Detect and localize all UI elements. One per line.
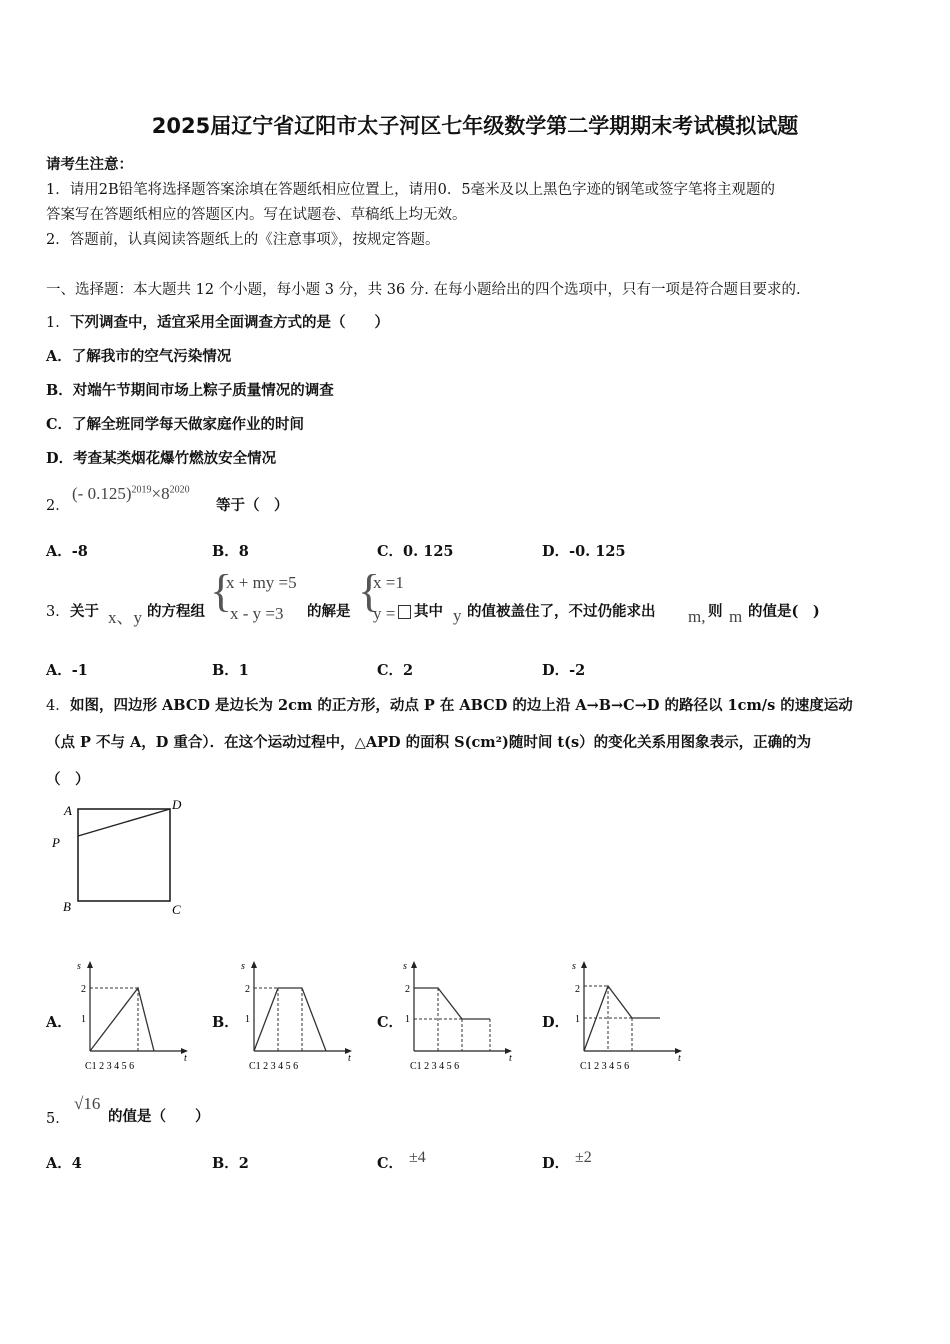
y-tick-2: 2 bbox=[575, 984, 580, 995]
y-tick-2: 2 bbox=[405, 984, 410, 995]
graph-option-c bbox=[400, 955, 525, 1075]
q3-text-1: 关于 bbox=[70, 603, 99, 620]
label-c: C bbox=[172, 902, 181, 917]
q3-number: 3． bbox=[46, 604, 70, 620]
x-ticks: C1 2 3 4 5 6 bbox=[580, 1061, 630, 1072]
y-arrow bbox=[87, 961, 93, 968]
x-label: t bbox=[678, 1053, 681, 1064]
y-label: s bbox=[572, 961, 576, 972]
q4-option-a-label: A． bbox=[46, 1014, 72, 1031]
q3-sol1: x =1 bbox=[373, 573, 404, 592]
graph-option-d bbox=[568, 955, 693, 1075]
label-b: B bbox=[63, 899, 71, 914]
q3-var-xy: x、y bbox=[108, 608, 142, 627]
label-d: D bbox=[172, 797, 182, 812]
q1-number: 1． bbox=[46, 315, 70, 331]
q5-stem: 的值是（ ） bbox=[108, 1108, 210, 1125]
q3-sol2: y = bbox=[373, 604, 396, 623]
x-ticks: C1 2 3 4 5 6 bbox=[410, 1061, 460, 1072]
x-ticks: C1 2 3 4 5 6 bbox=[249, 1061, 299, 1072]
q4-line3: （ ） bbox=[46, 771, 90, 788]
y-tick-1: 1 bbox=[405, 1014, 410, 1025]
q2-exponent-2: 2020 bbox=[169, 484, 190, 496]
notice-line1-cont: 答案写在答题纸相应的答题区内。写在试题卷、草稿纸上均无效。 bbox=[46, 207, 467, 223]
y-label: s bbox=[77, 961, 81, 972]
covered-value-box bbox=[398, 605, 411, 619]
q3-option-d: D．-2 bbox=[542, 662, 586, 679]
q2-times: ×8 bbox=[151, 484, 170, 503]
notice-line1: 1．请用2B铅笔将选择题答案涂填在答题纸相应位置上，请用0．5毫米及以上黑色字迹的钢笔或签字笔将主观题的 bbox=[46, 182, 776, 198]
q5-option-d-value: ±2 bbox=[575, 1149, 592, 1166]
segment-pd bbox=[78, 809, 170, 836]
q3-eq2: x - y =3 bbox=[230, 604, 284, 623]
q2-exponent-1: 2019 bbox=[131, 484, 152, 496]
section-heading: 一、选择题：本大题共 12 个小题，每小题 3 分，共 36 分. 在每小题给出的四个选项中，只有一项是符合题目要求的. bbox=[46, 282, 801, 298]
q2-tail: 等于（ ） bbox=[216, 497, 289, 514]
q2-base: (- 0.125) bbox=[72, 484, 132, 503]
x-label: t bbox=[509, 1053, 512, 1064]
graph-line bbox=[414, 988, 490, 1019]
q1-option-a: A．了解我市的空气污染情况 bbox=[46, 348, 232, 365]
q4-option-c-label: C． bbox=[377, 1014, 404, 1031]
square-figure bbox=[46, 795, 206, 920]
q1-stem: 下列调查中，适宜采用全面调查方式的是（ ） bbox=[70, 314, 389, 331]
q3-option-a: A．-1 bbox=[46, 662, 88, 679]
graph-line bbox=[90, 988, 154, 1051]
q3-brace-1: { bbox=[210, 565, 233, 616]
q2-option-d: D．-0. 125 bbox=[542, 543, 626, 560]
graph-option-b bbox=[236, 955, 361, 1075]
notice-heading: 请考生注意： bbox=[46, 156, 133, 173]
q3-option-c: C．2 bbox=[377, 662, 414, 679]
q3-text-5: 的值被盖住了，不过仍能求出 bbox=[467, 603, 656, 620]
label-a: A bbox=[64, 803, 72, 818]
y-tick-1: 1 bbox=[575, 1014, 580, 1025]
q4-option-d-label: D． bbox=[542, 1014, 570, 1031]
q2-number: 2． bbox=[46, 498, 70, 514]
page-title: 2025届辽宁省辽阳市太子河区七年级数学第二学期期末考试模拟试题 bbox=[151, 114, 799, 138]
y-arrow bbox=[251, 961, 257, 968]
y-label: s bbox=[403, 961, 407, 972]
q1-option-c: C．了解全班同学每天做家庭作业的时间 bbox=[46, 416, 305, 433]
q4-number: 4． bbox=[46, 698, 70, 714]
q2-option-b: B．8 bbox=[212, 543, 249, 560]
label-p: P bbox=[52, 835, 60, 850]
y-tick-2: 2 bbox=[81, 984, 86, 995]
q1-option-b: B．对端午节期间市场上粽子质量情况的调查 bbox=[46, 382, 334, 399]
q5-option-b: B．2 bbox=[212, 1155, 249, 1172]
q5-radical: √16 bbox=[74, 1094, 101, 1113]
q3-var-m-2: m bbox=[729, 607, 743, 626]
q3-text-3: 的解是 bbox=[307, 603, 351, 620]
y-label: s bbox=[241, 961, 245, 972]
q4-option-b-label: B． bbox=[212, 1014, 239, 1031]
q3-text-7: 的值是( ) bbox=[748, 603, 820, 620]
q5-option-c-value: ±4 bbox=[409, 1149, 426, 1166]
y-arrow bbox=[581, 961, 587, 968]
y-tick-1: 1 bbox=[81, 1014, 86, 1025]
q3-option-b: B．1 bbox=[212, 662, 249, 679]
q3-text-6: 则 bbox=[708, 603, 723, 620]
q5-option-d-label: D． bbox=[542, 1155, 570, 1172]
q1-option-d: D．考查某类烟花爆竹燃放安全情况 bbox=[46, 450, 277, 467]
q3-text-4: 其中 bbox=[414, 603, 443, 620]
q5-option-c-label: C． bbox=[377, 1155, 404, 1172]
y-arrow bbox=[411, 961, 417, 968]
q3-eq1: x + my =5 bbox=[226, 573, 297, 592]
x-ticks: C1 2 3 4 5 6 bbox=[85, 1061, 135, 1072]
x-label: t bbox=[184, 1053, 187, 1064]
graph-option-a bbox=[72, 955, 197, 1075]
q4-line1: 如图，四边形 ABCD 是边长为 2cm 的正方形，动点 P 在 ABCD 的边上沿 A→B→C→D 的路径以 1cm/s 的速度运动 bbox=[70, 697, 853, 714]
graph-line bbox=[254, 988, 326, 1051]
q5-option-a: A．4 bbox=[46, 1155, 82, 1172]
x-label: t bbox=[348, 1053, 351, 1064]
q4-line2: （点 P 不与 A，D 重合）．在这个运动过程中，△APD 的面积 S(cm²)随时间 t(s）的变化关系用图象表示，正确的为 bbox=[46, 734, 812, 751]
q5-number: 5． bbox=[46, 1111, 70, 1127]
q3-var-m: m, bbox=[688, 607, 706, 626]
y-tick-2: 2 bbox=[245, 984, 250, 995]
q2-expression bbox=[72, 484, 190, 504]
q2-option-a: A．-8 bbox=[46, 543, 88, 560]
q3-text-2: 的方程组 bbox=[147, 603, 205, 620]
q3-brace-2: { bbox=[358, 565, 381, 616]
q3-var-y: y bbox=[453, 606, 462, 625]
y-tick-1: 1 bbox=[245, 1014, 250, 1025]
q2-option-c: C．0. 125 bbox=[377, 543, 454, 560]
notice-line2: 2．答题前，认真阅读答题纸上的《注意事项》，按规定答题。 bbox=[46, 232, 440, 248]
